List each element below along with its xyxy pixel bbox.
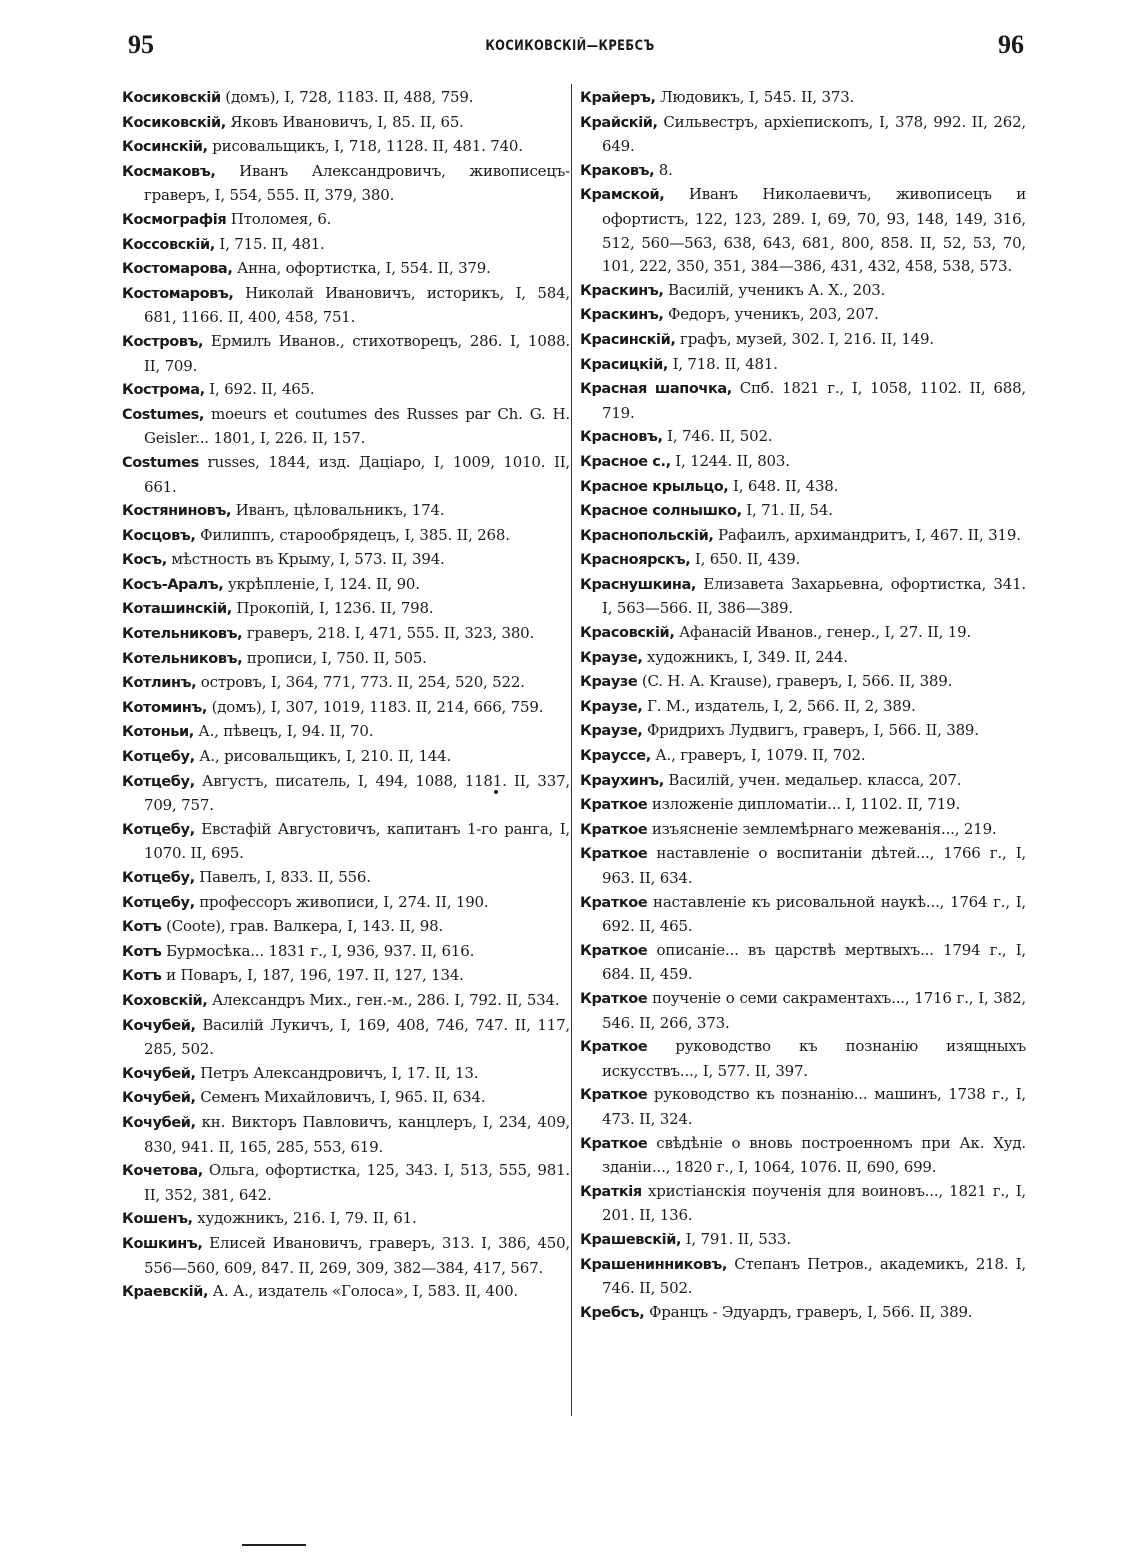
index-entry bbox=[122, 135, 570, 160]
entry-headword: Краухинъ, bbox=[580, 772, 664, 789]
entry-text: Степанъ Петров., академикъ, 218. I, 746. II, 502. bbox=[602, 1254, 1026, 1298]
entry-headword: Кошенъ, bbox=[122, 1211, 193, 1228]
entry-text: профессоръ живописи, I, 274. II, 190. bbox=[194, 892, 489, 911]
index-entry bbox=[122, 403, 570, 451]
index-entry bbox=[122, 451, 570, 499]
index-entry bbox=[580, 719, 1026, 744]
entry-headword: Красное с., bbox=[580, 453, 671, 470]
entry-headword: Краткое bbox=[580, 942, 648, 959]
entry-headword: Кочубей, bbox=[122, 1090, 196, 1107]
stray-dot bbox=[494, 790, 498, 794]
index-entry bbox=[122, 818, 570, 866]
index-entry bbox=[580, 769, 1026, 794]
entry-headword: Кочубей, bbox=[122, 1114, 196, 1131]
index-entry bbox=[122, 1232, 570, 1280]
index-entry bbox=[122, 330, 570, 378]
entry-text: Птоломея, 6. bbox=[226, 209, 332, 228]
entry-headword: Костровъ, bbox=[122, 333, 204, 350]
entry-text: Филиппъ, старообрядецъ, I, 385. II, 268. bbox=[195, 525, 510, 544]
index-entry bbox=[122, 1062, 570, 1087]
entry-headword: Краткое bbox=[580, 1039, 648, 1056]
index-entry bbox=[580, 159, 1026, 184]
entry-text: Елисей Ивановичъ, граверъ, 313. I, 386, 450, 556—560, 609, 847. II, 269, 309, 382—384, 417, 567. bbox=[144, 1233, 570, 1277]
entry-text: рисовальщикъ, I, 718, 1128. II, 481. 740. bbox=[207, 137, 523, 156]
entry-text: поученіе о семи сакраментахъ..., 1716 г., I, 382, 546. II, 266, 373. bbox=[602, 988, 1026, 1032]
entry-text: Василій, ученикъ А. Х., 203. bbox=[663, 280, 886, 299]
index-entry bbox=[122, 1207, 570, 1232]
entry-text: Людовикъ, I, 545. II, 373. bbox=[655, 88, 855, 106]
index-entry bbox=[122, 499, 570, 524]
entry-text: I, 648. II, 438. bbox=[728, 476, 839, 495]
index-entry bbox=[122, 86, 570, 111]
index-entry bbox=[122, 671, 570, 696]
index-entry bbox=[122, 720, 570, 745]
entry-text: I, 715. II, 481. bbox=[214, 234, 325, 253]
index-entry bbox=[122, 208, 570, 233]
index-entry bbox=[122, 111, 570, 136]
entry-headword: Краткое bbox=[580, 1135, 648, 1152]
entry-headword: Коташинскій, bbox=[122, 601, 232, 618]
index-entry bbox=[580, 1083, 1026, 1131]
index-entry bbox=[580, 328, 1026, 353]
entry-text: russes, 1844, изд. Даціаро, I, 1009, 1010. II, 661. bbox=[144, 452, 570, 496]
index-entry bbox=[122, 891, 570, 916]
index-entry bbox=[580, 524, 1026, 549]
entry-headword: Красное крыльцо, bbox=[580, 478, 729, 495]
entry-text: Сильвестръ, архіепископъ, I, 378, 992. II, 262, 649. bbox=[602, 112, 1026, 156]
entry-text: Николай Ивановичъ, историкъ, I, 584, 681, 1166. II, 400, 458, 751. bbox=[144, 283, 570, 327]
entry-text: I, 791. II, 533. bbox=[681, 1229, 791, 1248]
entry-text: I, 71. II, 54. bbox=[741, 501, 833, 520]
entry-headword: Красовскій, bbox=[580, 625, 675, 642]
entry-text: (домъ), I, 307, 1019, 1183. II, 214, 666, 759. bbox=[207, 697, 544, 716]
entry-text: Афанасій Иванов., генер., I, 27. II, 19. bbox=[674, 623, 972, 642]
entry-text: Александръ Мих., ген.-м., 286. I, 792. II, 534. bbox=[207, 990, 560, 1009]
index-entry bbox=[580, 548, 1026, 573]
right-column bbox=[580, 86, 1026, 1325]
entry-headword: Costumes, bbox=[122, 406, 204, 423]
entry-headword: Краткое bbox=[580, 797, 648, 814]
entry-headword: Крашевскій, bbox=[580, 1231, 682, 1248]
index-entry bbox=[122, 770, 570, 818]
index-entry bbox=[580, 353, 1026, 378]
entry-text: Иванъ, цѣловальникъ, 174. bbox=[231, 501, 445, 520]
entry-text: Анна, офортистка, I, 554. II, 379. bbox=[232, 259, 491, 278]
entry-headword: Костомарова, bbox=[122, 261, 233, 278]
entry-text: островъ, I, 364, 771, 773. II, 254, 520, 522. bbox=[196, 673, 525, 692]
entry-text: Василій, учен. медальер. класса, 207. bbox=[663, 770, 962, 789]
entry-text: Ермилъ Иванов., стихотворецъ, 286. I, 1088. II, 709. bbox=[144, 331, 570, 375]
entry-text: А. А., издатель «Голоса», I, 583. II, 400. bbox=[208, 1282, 519, 1301]
entry-text: I, 650. II, 439. bbox=[690, 550, 801, 569]
entry-headword: Краковъ, bbox=[580, 162, 655, 179]
entry-text: Евстафій Августовичъ, капитанъ 1-го ранга, I, 1070. II, 695. bbox=[144, 819, 570, 863]
entry-headword: Краткое bbox=[580, 990, 648, 1007]
index-entry bbox=[580, 475, 1026, 500]
index-entry bbox=[122, 1159, 570, 1207]
entry-text: Иванъ Николаевичъ, живописецъ и офортистъ, 122, 123, 289. I, 69, 70, 93, 148, 149, 316, 512, 560—563, 638, 643, 681, 800, 858. II, 52, 53, 70, 101, 222, 350, 351, 384—386, 431, 432, 458, 538, 573. bbox=[602, 185, 1026, 276]
entry-text: Фридрихъ Лудвигъ, граверъ, I, 566. II, 389. bbox=[642, 721, 979, 740]
entry-headword: Краузе, bbox=[580, 649, 643, 666]
index-entry bbox=[580, 695, 1026, 720]
index-entry bbox=[122, 573, 570, 598]
entry-text: Францъ - Эдуардъ, граверъ, I, 566. II, 389. bbox=[644, 1302, 973, 1321]
entry-text: Иванъ Александровичъ, живописецъ-граверъ, I, 554, 555. II, 379, 380. bbox=[144, 161, 570, 205]
entry-headword: Кошкинъ, bbox=[122, 1235, 203, 1252]
entry-text: кн. Викторъ Павловичъ, канцлеръ, I, 234, 409, 830, 941. II, 165, 285, 553, 619. bbox=[144, 1112, 570, 1156]
entry-headword: Крайеръ, bbox=[580, 90, 656, 106]
index-entry bbox=[122, 548, 570, 573]
page-number-left: 95 bbox=[128, 30, 154, 59]
index-entry bbox=[580, 183, 1026, 278]
entry-text: Бурмосѣка... 1831 г., I, 936, 937. II, 616. bbox=[161, 941, 475, 960]
index-entry bbox=[122, 257, 570, 282]
entry-headword: Космаковъ, bbox=[122, 163, 216, 180]
entry-headword: Косъ, bbox=[122, 552, 167, 569]
index-entry bbox=[122, 597, 570, 622]
index-entry bbox=[580, 86, 1026, 111]
index-entry bbox=[122, 282, 570, 330]
entry-text: христіанскія поученія для воиновъ..., 1821 г., I, 201. II, 136. bbox=[602, 1181, 1026, 1225]
index-entry bbox=[122, 233, 570, 258]
left-column bbox=[122, 86, 570, 1305]
entry-text: moeurs et coutumes des Russes par Ch. G. H. Geisler... 1801, I, 226. II, 157. bbox=[144, 404, 570, 448]
index-entry bbox=[122, 866, 570, 891]
index-entry bbox=[580, 818, 1026, 843]
entry-headword: Краткое bbox=[580, 1087, 648, 1104]
entry-headword: Красинскій, bbox=[580, 331, 676, 348]
entry-text: (C. H. A. Krause), граверъ, I, 566. II, 389. bbox=[637, 672, 953, 691]
index-entry bbox=[580, 1253, 1026, 1301]
index-entry bbox=[122, 1086, 570, 1111]
entry-headword: Краусce, bbox=[580, 748, 651, 765]
entry-text: Г. М., издатель, I, 2, 566. II, 2, 389. bbox=[642, 696, 916, 715]
entry-headword: Котлинъ, bbox=[122, 675, 197, 692]
entry-headword: Краснопольскій, bbox=[580, 527, 714, 544]
entry-text: художникъ, 216. I, 79. II, 61. bbox=[192, 1209, 417, 1228]
entry-text: I, 1244. II, 803. bbox=[670, 451, 790, 470]
page-header bbox=[0, 30, 1140, 62]
bottom-mark bbox=[242, 1544, 306, 1546]
entry-headword: Красновъ, bbox=[580, 429, 663, 446]
index-entry bbox=[122, 1111, 570, 1159]
index-entry bbox=[580, 573, 1026, 621]
index-entry bbox=[580, 303, 1026, 328]
entry-headword: Красная шапочка, bbox=[580, 381, 732, 398]
entry-text: (домъ), I, 728, 1183. II, 488, 759. bbox=[220, 88, 474, 106]
index-entry bbox=[580, 1301, 1026, 1326]
entry-headword: Косиковскій, bbox=[122, 114, 226, 131]
entry-headword: Котцебу, bbox=[122, 894, 195, 911]
index-entry bbox=[122, 989, 570, 1014]
entry-headword: Краузе, bbox=[580, 723, 643, 740]
entry-text: Елизавета Захарьевна, офортистка, 341. I, 563—566. II, 386—389. bbox=[602, 574, 1026, 618]
index-entry bbox=[122, 378, 570, 403]
entry-headword: Котцебу, bbox=[122, 870, 195, 886]
entry-headword: Котъ bbox=[122, 968, 162, 985]
index-entry bbox=[580, 621, 1026, 646]
entry-headword: Кочубей, bbox=[122, 1065, 196, 1082]
entry-text: свѣдѣніе о вновь построенномъ при Ак. Худ. зданіи..., 1820 г., I, 1064, 1076. II, 690, 699. bbox=[602, 1133, 1026, 1177]
index-entry bbox=[580, 1132, 1026, 1180]
index-entry bbox=[580, 450, 1026, 475]
entry-text: Павелъ, I, 833. II, 556. bbox=[194, 868, 371, 886]
index-entry bbox=[122, 1014, 570, 1062]
index-entry bbox=[580, 842, 1026, 890]
index-entry bbox=[580, 939, 1026, 987]
entry-headword: Краткое bbox=[580, 894, 648, 911]
entry-headword: Кочетова, bbox=[122, 1163, 203, 1180]
entry-text: Петръ Александровичъ, I, 17. II, 13. bbox=[195, 1063, 479, 1082]
entry-headword: Костомаровъ, bbox=[122, 285, 234, 302]
index-entry bbox=[580, 111, 1026, 159]
entry-headword: Котцебу, bbox=[122, 749, 195, 766]
index-entry bbox=[122, 622, 570, 647]
index-entry bbox=[580, 987, 1026, 1035]
entry-text: Семенъ Михайловичъ, I, 965. II, 634. bbox=[195, 1088, 486, 1107]
entry-headword: Котъ bbox=[122, 943, 162, 960]
index-entry bbox=[122, 647, 570, 672]
index-entry bbox=[580, 425, 1026, 450]
entry-headword: Коховскій, bbox=[122, 992, 208, 1009]
entry-headword: Красное солнышко, bbox=[580, 503, 742, 520]
entry-text: описаніе... въ царствѣ мертвыхъ... 1794 г., I, 684. II, 459. bbox=[602, 940, 1026, 984]
index-entry bbox=[580, 279, 1026, 304]
index-entry bbox=[122, 964, 570, 989]
entry-text: 8. bbox=[654, 160, 673, 179]
entry-headword: Краузе bbox=[580, 674, 638, 691]
entry-text: и Поваръ, I, 187, 196, 197. II, 127, 134. bbox=[161, 966, 464, 985]
index-entry bbox=[580, 1035, 1026, 1083]
entry-headword: Косинскій, bbox=[122, 139, 208, 156]
index-entry bbox=[122, 524, 570, 549]
entry-text: I, 718. II, 481. bbox=[668, 354, 778, 373]
entry-headword: Краткое bbox=[580, 821, 648, 838]
entry-text: Рафаилъ, архимандритъ, I, 467. II, 319. bbox=[713, 525, 1021, 544]
entry-headword: Краснушкина, bbox=[580, 576, 696, 593]
entry-text: I, 692. II, 465. bbox=[204, 380, 315, 399]
index-entry bbox=[580, 377, 1026, 425]
entry-headword: Краскинъ, bbox=[580, 282, 664, 299]
entry-text: руководство къ познанію... машинъ, 1738 г., I, 473. II, 324. bbox=[602, 1085, 1026, 1128]
entry-headword: Costumes bbox=[122, 454, 199, 471]
entry-text: (Coote), грав. Валкера, I, 143. II, 98. bbox=[161, 917, 444, 936]
index-entry bbox=[580, 499, 1026, 524]
index-entry bbox=[580, 646, 1026, 671]
index-entry bbox=[122, 745, 570, 770]
index-entry bbox=[122, 1280, 570, 1305]
entry-text: наставленіе къ рисовальной наукѣ..., 1764 г., I, 692. II, 465. bbox=[602, 892, 1026, 936]
entry-headword: Котоминъ, bbox=[122, 699, 208, 716]
entry-headword: Котоньи, bbox=[122, 724, 194, 741]
entry-text: А., рисовальщикъ, I, 210. II, 144. bbox=[194, 747, 452, 766]
entry-text: А., пѣвецъ, I, 94. II, 70. bbox=[193, 722, 374, 741]
entry-headword: Котельниковъ, bbox=[122, 626, 243, 643]
entry-headword: Косъ-Аралъ, bbox=[122, 576, 224, 593]
entry-text: мѣстность въ Крыму, I, 573. II, 394. bbox=[166, 550, 445, 569]
entry-headword: Крайскій, bbox=[580, 114, 658, 131]
entry-text: руководство къ познанію изящныхъ искусствъ..., I, 577. II, 397. bbox=[602, 1037, 1026, 1080]
entry-headword: Костяниновъ, bbox=[122, 503, 232, 520]
index-entry bbox=[122, 696, 570, 721]
entry-headword: Космографія bbox=[122, 211, 227, 228]
entry-headword: Котельниковъ, bbox=[122, 650, 243, 667]
entry-text: Яковъ Ивановичъ, I, 85. II, 65. bbox=[225, 112, 464, 131]
entry-headword: Кребсъ, bbox=[580, 1304, 645, 1321]
running-title: КОСИКОВСКІЙ—КРЕБСЪ bbox=[485, 38, 655, 54]
entry-text: изложеніе дипломатіи... I, 1102. II, 719. bbox=[647, 795, 961, 814]
entry-headword: Коссовскій, bbox=[122, 236, 215, 253]
page-number-right: 96 bbox=[998, 30, 1024, 59]
entry-text: изъясненіе землемѣрнаго межеванія..., 219. bbox=[647, 819, 997, 838]
index-entry bbox=[580, 1180, 1026, 1228]
entry-text: укрѣпленіе, I, 124. II, 90. bbox=[223, 574, 420, 593]
entry-text: Прокопій, I, 1236. II, 798. bbox=[231, 599, 434, 618]
entry-headword: Котъ bbox=[122, 919, 162, 936]
entry-text: Августъ, писатель, I, 494, 1088, 1181. II, 337, 709, 757. bbox=[144, 771, 570, 815]
entry-text: Василій Луκичъ, I, 169, 408, 746, 747. II, 117, 285, 502. bbox=[144, 1015, 570, 1059]
column-divider bbox=[571, 84, 572, 1416]
index-entry bbox=[122, 940, 570, 965]
entry-text: I, 746. II, 502. bbox=[662, 427, 773, 446]
entry-headword: Кочубей, bbox=[122, 1017, 196, 1034]
entry-text: художникъ, I, 349. II, 244. bbox=[642, 647, 848, 666]
index-entry bbox=[580, 744, 1026, 769]
entry-headword: Косцовъ, bbox=[122, 527, 196, 544]
index-entry bbox=[580, 670, 1026, 695]
entry-text: граверъ, 218. I, 471, 555. II, 323, 380. bbox=[242, 624, 535, 643]
entry-text: наставленіе о воспитаніи дѣтей..., 1766 г., I, 963. II, 634. bbox=[602, 844, 1026, 887]
entry-headword: Котцебу, bbox=[122, 773, 195, 790]
entry-headword: Крашенинниковъ, bbox=[580, 1256, 728, 1273]
index-entry bbox=[122, 160, 570, 208]
index-entry bbox=[580, 793, 1026, 818]
entry-text: графъ, музей, 302. I, 216. II, 149. bbox=[675, 329, 934, 348]
entry-headword: Котцебу, bbox=[122, 821, 195, 838]
entry-headword: Красноярскъ, bbox=[580, 552, 691, 569]
entry-headword: Краевскій, bbox=[122, 1284, 209, 1301]
entry-headword: Красицкій, bbox=[580, 356, 668, 373]
index-entry bbox=[580, 1228, 1026, 1253]
entry-headword: Краузе, bbox=[580, 698, 643, 715]
entry-text: Ольга, офортистка, 125, 343. I, 513, 555, 981. II, 352, 381, 642. bbox=[144, 1161, 570, 1204]
entry-headword: Краскинъ, bbox=[580, 307, 664, 324]
index-entry bbox=[122, 915, 570, 940]
index-entry bbox=[580, 891, 1026, 939]
entry-headword: Кострома, bbox=[122, 382, 205, 399]
entry-headword: Краткія bbox=[580, 1183, 642, 1200]
entry-headword: Крамской, bbox=[580, 187, 665, 204]
entry-text: А., граверъ, I, 1079. II, 702. bbox=[650, 746, 866, 765]
entry-text: Федоръ, ученикъ, 203, 207. bbox=[663, 305, 879, 324]
entry-text: прописи, I, 750. II, 505. bbox=[242, 648, 427, 667]
entry-text: Спб. 1821 г., I, 1058, 1102. II, 688, 719. bbox=[602, 379, 1026, 422]
entry-headword: Краткое bbox=[580, 846, 648, 863]
entry-headword: Косиковскій bbox=[122, 90, 221, 106]
